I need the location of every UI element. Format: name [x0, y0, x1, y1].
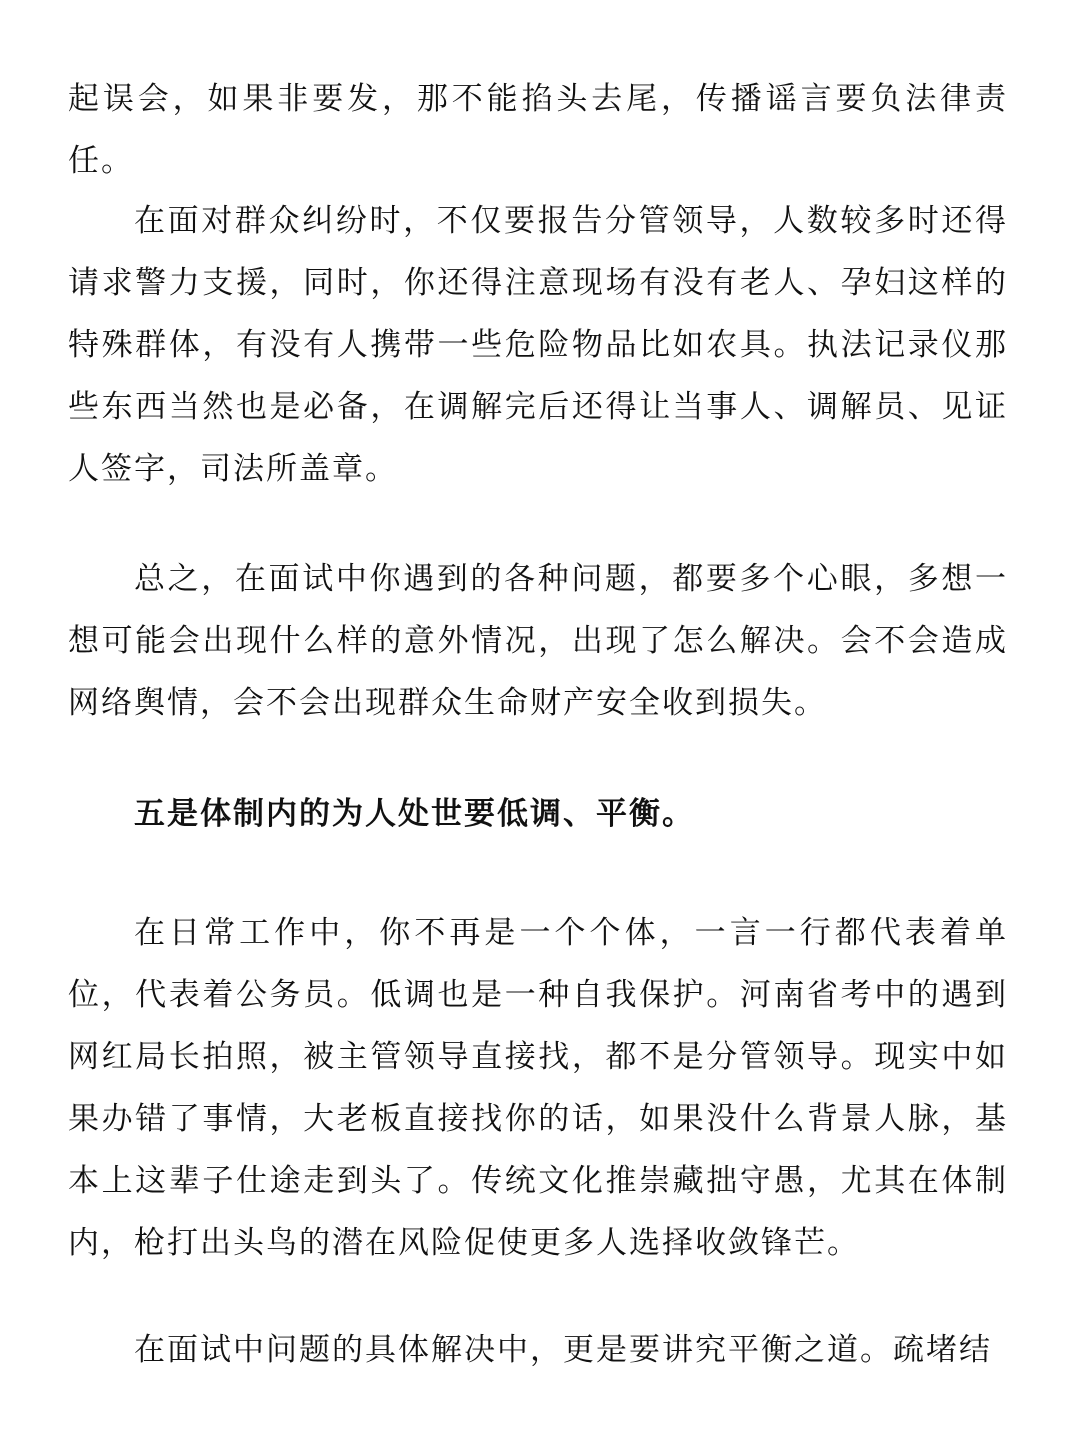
- paragraph-continuation: 起误会，如果非要发，那不能掐头去尾，传播谣言要负法律责任。: [68, 81, 1008, 179]
- paragraph-low-profile: 在日常工作中，你不再是一个个体，一言一行都代表着单位，代表着公务员。低调也是一种自我保护。河南省考中的遇到网红局长拍照，被主管领导直接找，都不是分管领导。现实中如果办错了事情，大老板直接找你的话，如果没什么背景人脉，基本上这辈子仕途走到头了。传统文化推崇藏拙守愚，尤其在体制内，枪打出头鸟的潜在风险促使更多人选择收敛锋芒。: [68, 915, 1008, 1261]
- section-heading: 五是体制内的为人处世要低调、平衡。: [134, 796, 695, 832]
- paragraph-balance: 在面试中问题的具体解决中，更是要讲究平衡之道。疏堵结: [134, 1332, 992, 1368]
- paragraph-dispute-handling: 在面对群众纠纷时，不仅要报告分管领导，人数较多时还得请求警力支援，同时，你还得注意现场有没有老人、孕妇这样的特殊群体，有没有人携带一些危险物品比如农具。执法记录仪那些东西当然也是必备，在调解完后还得让当事人、调解员、见证人签字，司法所盖章。: [68, 203, 1008, 487]
- paragraph-summary: 总之，在面试中你遇到的各种问题，都要多个心眼，多想一想可能会出现什么样的意外情况，出现了怎么解决。会不会造成网络舆情，会不会出现群众生命财产安全收到损失。: [68, 561, 1008, 721]
